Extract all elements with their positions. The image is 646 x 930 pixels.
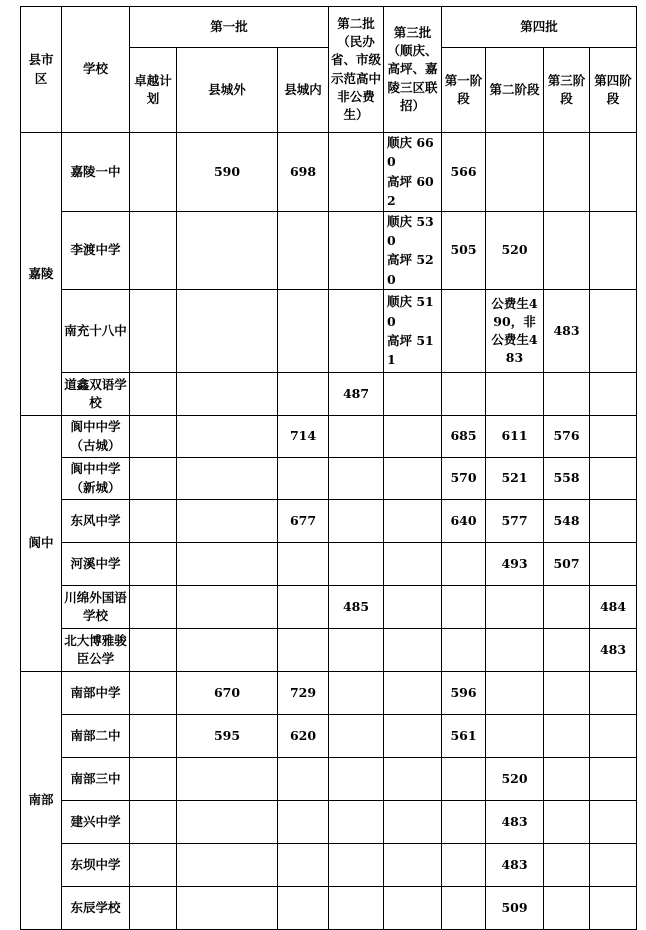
score-cell-s2: 577 <box>486 500 544 543</box>
batch3-score-cell <box>384 672 442 715</box>
batch3-score-cell <box>384 844 442 887</box>
score-cell-outside: 590 <box>177 133 278 212</box>
score-cell-b2 <box>329 887 384 930</box>
score-cell-outside <box>177 500 278 543</box>
score-cell-s4 <box>590 211 637 290</box>
county-cell: 嘉陵 <box>21 133 62 416</box>
score-cell-zhuoyue <box>130 586 177 629</box>
table-row <box>21 672 637 715</box>
score-cell-inside <box>278 801 329 844</box>
score-cell-s4 <box>590 133 637 212</box>
batch3-score-cell <box>384 373 442 416</box>
score-cell-s4 <box>590 500 637 543</box>
score-cell-zhuoyue <box>130 133 177 212</box>
score-cell-inside <box>278 887 329 930</box>
score-cell-inside <box>278 458 329 500</box>
table-row <box>21 458 637 500</box>
score-cell-s4 <box>590 672 637 715</box>
b1-inside-header: 县城内 <box>278 48 329 133</box>
b4-stage4-header: 第四阶段 <box>590 48 637 133</box>
score-cell-inside: 677 <box>278 500 329 543</box>
score-cell-outside <box>177 629 278 672</box>
score-cell-inside <box>278 844 329 887</box>
score-cell-outside <box>177 458 278 500</box>
score-cell-s1 <box>442 629 486 672</box>
score-cell-b2: 487 <box>329 373 384 416</box>
b1-outside-header: 县城外 <box>177 48 278 133</box>
school-name-cell: 南部三中 <box>62 758 130 801</box>
score-cell-s4 <box>590 416 637 458</box>
score-cell-b2 <box>329 458 384 500</box>
score-cell-s2 <box>486 373 544 416</box>
score-cell-s2: 520 <box>486 758 544 801</box>
score-cell-inside: 729 <box>278 672 329 715</box>
score-cell-s1 <box>442 290 486 373</box>
school-name-cell: 阆中中学（新城） <box>62 458 130 500</box>
batch3-score-cell <box>384 211 442 290</box>
score-cell-s3 <box>544 373 590 416</box>
admission-score-table <box>20 6 637 930</box>
school-header: 学校 <box>62 7 130 133</box>
score-cell-inside: 620 <box>278 715 329 758</box>
score-cell-inside <box>278 629 329 672</box>
score-cell-s2: 520 <box>486 211 544 290</box>
score-cell-s3 <box>544 629 590 672</box>
score-cell-s4 <box>590 290 637 373</box>
score-cell-inside <box>278 586 329 629</box>
county-cell: 南部 <box>21 672 62 930</box>
batch3-score-line: 顺庆 510 <box>387 294 434 329</box>
score-cell-s4 <box>590 758 637 801</box>
score-cell-b2 <box>329 629 384 672</box>
school-name-cell: 南充十八中 <box>62 290 130 373</box>
score-cell-s3: 483 <box>544 290 590 373</box>
score-cell-b2 <box>329 715 384 758</box>
score-cell-inside: 698 <box>278 133 329 212</box>
score-cell-s2: 公费生490，非公费生483 <box>486 290 544 373</box>
batch3-score-cell <box>384 416 442 458</box>
score-cell-inside <box>278 211 329 290</box>
score-cell-s1 <box>442 887 486 930</box>
score-cell-zhuoyue <box>130 629 177 672</box>
score-cell-s4 <box>590 458 637 500</box>
score-cell-s2: 521 <box>486 458 544 500</box>
score-cell-outside: 595 <box>177 715 278 758</box>
batch3-score-cell <box>384 629 442 672</box>
score-cell-inside <box>278 543 329 586</box>
score-cell-s4 <box>590 887 637 930</box>
batch3-header: 第三批（顺庆、高坪、嘉陵三区联招） <box>384 7 442 133</box>
table-row <box>21 629 637 672</box>
batch3-score-cell <box>384 458 442 500</box>
score-cell-s1: 596 <box>442 672 486 715</box>
score-cell-s1 <box>442 801 486 844</box>
score-cell-inside <box>278 373 329 416</box>
score-cell-s4: 484 <box>590 586 637 629</box>
score-cell-s2: 611 <box>486 416 544 458</box>
score-cell-b2 <box>329 290 384 373</box>
score-cell-zhuoyue <box>130 672 177 715</box>
county-header: 县市区 <box>21 7 62 133</box>
batch3-score-cell <box>384 715 442 758</box>
score-cell-s3 <box>544 715 590 758</box>
score-cell-outside <box>177 844 278 887</box>
table-row <box>21 543 637 586</box>
table-row <box>21 373 637 416</box>
score-cell-zhuoyue <box>130 500 177 543</box>
header-row-1 <box>21 7 637 48</box>
score-cell-s4 <box>590 801 637 844</box>
score-cell-s1: 685 <box>442 416 486 458</box>
b4-stage2-header: 第二阶段 <box>486 48 544 133</box>
score-cell-b2 <box>329 672 384 715</box>
table-row <box>21 586 637 629</box>
score-cell-s4 <box>590 715 637 758</box>
score-cell-s3 <box>544 133 590 212</box>
b4-stage3-header: 第三阶段 <box>544 48 590 133</box>
score-cell-inside <box>278 758 329 801</box>
score-cell-b2 <box>329 211 384 290</box>
score-cell-s3 <box>544 758 590 801</box>
batch3-score-cell <box>384 801 442 844</box>
batch3-score-line: 顺庆 530 <box>387 213 434 248</box>
score-cell-b2 <box>329 758 384 801</box>
batch3-score-line: 顺庆 660 <box>387 135 434 170</box>
table-row <box>21 887 637 930</box>
score-cell-s1: 570 <box>442 458 486 500</box>
score-cell-s1 <box>442 373 486 416</box>
table-row <box>21 211 637 290</box>
score-cell-s3 <box>544 586 590 629</box>
score-cell-s2 <box>486 586 544 629</box>
table-row <box>21 290 637 373</box>
score-cell-s4 <box>590 373 637 416</box>
score-cell-zhuoyue <box>130 416 177 458</box>
score-cell-s3 <box>544 887 590 930</box>
score-cell-s3 <box>544 211 590 290</box>
score-cell-zhuoyue <box>130 801 177 844</box>
table-row <box>21 416 637 458</box>
score-cell-inside: 714 <box>278 416 329 458</box>
score-cell-s2 <box>486 672 544 715</box>
table-row <box>21 801 637 844</box>
table-row <box>21 758 637 801</box>
score-cell-s1: 640 <box>442 500 486 543</box>
school-name-cell: 东坝中学 <box>62 844 130 887</box>
score-cell-s3 <box>544 672 590 715</box>
score-cell-s2 <box>486 629 544 672</box>
score-cell-s4 <box>590 543 637 586</box>
batch1-header: 第一批 <box>130 7 329 48</box>
score-cell-s2: 483 <box>486 844 544 887</box>
school-name-cell: 南部中学 <box>62 672 130 715</box>
batch3-score-cell <box>384 133 442 212</box>
score-cell-outside: 670 <box>177 672 278 715</box>
score-cell-outside <box>177 416 278 458</box>
score-cell-s2 <box>486 133 544 212</box>
batch3-score-cell <box>384 290 442 373</box>
score-cell-inside <box>278 290 329 373</box>
score-cell-outside <box>177 801 278 844</box>
score-cell-s3 <box>544 844 590 887</box>
score-cell-s4: 483 <box>590 629 637 672</box>
score-cell-s4 <box>590 844 637 887</box>
score-cell-b2 <box>329 500 384 543</box>
score-cell-s1 <box>442 586 486 629</box>
score-cell-s1: 566 <box>442 133 486 212</box>
score-cell-s1 <box>442 844 486 887</box>
score-cell-s2: 493 <box>486 543 544 586</box>
batch3-score-cell <box>384 543 442 586</box>
batch3-score-line: 高坪 511 <box>387 333 434 368</box>
school-name-cell: 东风中学 <box>62 500 130 543</box>
score-cell-s2 <box>486 715 544 758</box>
score-cell-outside <box>177 543 278 586</box>
score-cell-b2 <box>329 543 384 586</box>
school-name-cell: 河溪中学 <box>62 543 130 586</box>
score-cell-b2 <box>329 416 384 458</box>
score-cell-s3: 548 <box>544 500 590 543</box>
score-cell-s3 <box>544 801 590 844</box>
score-cell-b2: 485 <box>329 586 384 629</box>
score-cell-zhuoyue <box>130 844 177 887</box>
school-name-cell: 川绵外国语学校 <box>62 586 130 629</box>
score-cell-s1 <box>442 543 486 586</box>
table-row <box>21 500 637 543</box>
batch3-score-cell <box>384 887 442 930</box>
score-cell-zhuoyue <box>130 543 177 586</box>
score-cell-s1 <box>442 758 486 801</box>
score-cell-outside <box>177 586 278 629</box>
score-cell-b2 <box>329 801 384 844</box>
score-cell-s1: 561 <box>442 715 486 758</box>
school-name-cell: 嘉陵一中 <box>62 133 130 212</box>
table-row <box>21 844 637 887</box>
score-cell-s2: 509 <box>486 887 544 930</box>
table-row <box>21 715 637 758</box>
score-cell-zhuoyue <box>130 211 177 290</box>
score-cell-b2 <box>329 844 384 887</box>
school-name-cell: 北大博雅骏臣公学 <box>62 629 130 672</box>
score-cell-outside <box>177 758 278 801</box>
school-name-cell: 道鑫双语学校 <box>62 373 130 416</box>
table-row <box>21 133 637 212</box>
score-cell-zhuoyue <box>130 887 177 930</box>
batch4-header: 第四批 <box>442 7 637 48</box>
score-cell-zhuoyue <box>130 715 177 758</box>
score-cell-outside <box>177 887 278 930</box>
score-cell-s3: 576 <box>544 416 590 458</box>
school-name-cell: 东辰学校 <box>62 887 130 930</box>
score-cell-outside <box>177 373 278 416</box>
score-cell-s1: 505 <box>442 211 486 290</box>
score-cell-zhuoyue <box>130 458 177 500</box>
score-cell-zhuoyue <box>130 290 177 373</box>
batch3-score-line: 高坪 520 <box>387 252 434 287</box>
score-cell-outside <box>177 290 278 373</box>
batch3-score-cell <box>384 500 442 543</box>
batch2-header: 第二批（民办省、市级示范高中非公费生） <box>329 7 384 133</box>
batch3-score-cell <box>384 586 442 629</box>
school-name-cell: 阆中中学（古城） <box>62 416 130 458</box>
score-cell-b2 <box>329 133 384 212</box>
score-cell-s2: 483 <box>486 801 544 844</box>
score-cell-s3: 558 <box>544 458 590 500</box>
county-cell: 阆中 <box>21 416 62 672</box>
school-name-cell: 南部二中 <box>62 715 130 758</box>
b4-stage1-header: 第一阶段 <box>442 48 486 133</box>
score-cell-outside <box>177 211 278 290</box>
b1-zhuoyue-header: 卓越计划 <box>130 48 177 133</box>
score-cell-s3: 507 <box>544 543 590 586</box>
score-cell-zhuoyue <box>130 758 177 801</box>
batch3-score-line: 高坪 602 <box>387 173 434 209</box>
school-name-cell: 建兴中学 <box>62 801 130 844</box>
school-name-cell: 李渡中学 <box>62 211 130 290</box>
score-cell-zhuoyue <box>130 373 177 416</box>
batch3-score-cell <box>384 758 442 801</box>
